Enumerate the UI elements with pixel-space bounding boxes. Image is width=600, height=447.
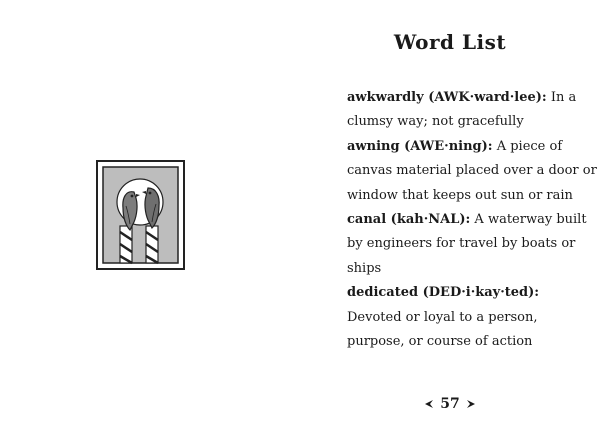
entry-definition: In a clumsy way; not gracefully (347, 90, 577, 130)
list-item (347, 86, 597, 135)
entry-term: canal (kah·NAL): (347, 212, 471, 228)
birds-illustration (96, 160, 185, 270)
page-footer (300, 396, 600, 412)
left-page (0, 0, 290, 447)
list-item (347, 281, 597, 354)
page-title: Word List (393, 30, 507, 54)
entry-definition: A waterway built by engineers for travel by boats or ships (347, 212, 587, 276)
page-number: 57 (440, 396, 460, 412)
entry-definition: A piece of canvas material placed over a door or window that keeps out sun or rain (347, 138, 597, 203)
entry-definition: Devoted or loyal to a person, purpose, or course of action (347, 309, 538, 350)
list-item (347, 135, 597, 208)
entry-term: dedicated (DED·i·kay·ted): (347, 285, 540, 301)
arrow-right-icon (466, 398, 478, 410)
list-item (347, 208, 597, 281)
arrow-left-icon (422, 398, 434, 410)
right-page (300, 0, 600, 447)
entry-term: awning (AWE·ning): (347, 138, 493, 154)
entry-term: awkwardly (AWK·ward·lee): (347, 90, 547, 105)
word-list (347, 86, 597, 354)
